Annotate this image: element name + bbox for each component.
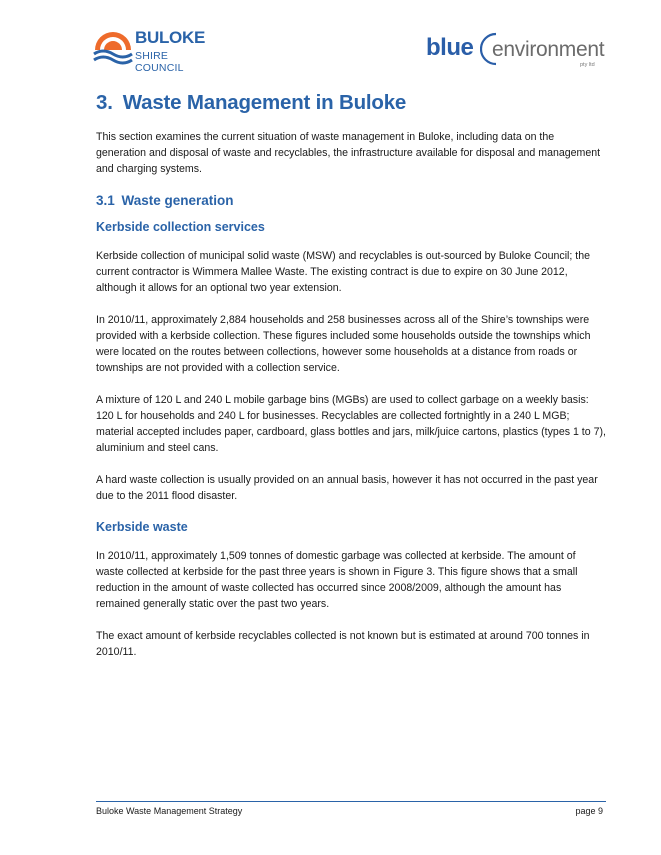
section-title: 3. Waste Management in Buloke — [96, 91, 407, 114]
paragraph: In 2010/11, approximately 2,884 households and 258 businesses across all of the Shire’s townships were provided with a kerbside collection. These figures included some households outside the townships which were located on the routes between collections, however some households at a distance from roads or townships are not provided with a collection service. — [96, 314, 591, 374]
section-intro: This section examines the current situation of waste management in Buloke, including data on the generation and disposal of waste and recyclables, the infrastructure available for disposal and management and charging systems. — [96, 131, 601, 175]
heading-kerbside-waste: Kerbside waste — [96, 520, 188, 534]
blue-environment-logo-blue: blue — [426, 34, 474, 61]
paragraph: Kerbside collection of municipal solid waste (MSW) and recyclables is out-sourced by Buloke Council; the current contractor is Wimmera Mallee Waste. The existing contract is due to expire on 30 June 2012, although it allows for an optional two year extension. — [96, 250, 591, 294]
paragraph: The exact amount of kerbside recyclables collected is not known but is estimated at around 700 tonnes in 2010/11. — [96, 630, 590, 658]
subsection-title: 3.1 Waste generation — [96, 193, 234, 208]
paragraph: In 2010/11, approximately 1,509 tonnes of domestic garbage was collected at kerbside. The amount of waste collected at kerbside for the past three years is shown in Figure 3. This figure shows that a small reduction in the amount of waste collected has occurred since 2008/2009, although the amount has remained generally static over the past two years. — [96, 550, 578, 610]
paragraph: A hard waste collection is usually provided on an annual basis, however it has not occurred in the past year due to the 2011 flood disaster. — [96, 474, 598, 502]
buloke-logo-subtitle: SHIRE COUNCIL — [135, 50, 184, 74]
buloke-shire-council-logo — [92, 24, 205, 74]
page-header — [0, 0, 661, 80]
blue-environment-logo-environment: environment — [492, 38, 605, 61]
sun-waves-logo-icon — [92, 24, 134, 66]
footer-page-number: page 9 — [575, 806, 603, 816]
buloke-logo-name: BULOKE — [135, 28, 205, 47]
paragraph: A mixture of 120 L and 240 L mobile garbage bins (MGBs) are used to collect garbage on a weekly basis: 120 L for households and 240 L for businesses. Recyclables are collected fortnightly in a 240 L MGB; material accepted includes paper, cardboard, glass bottles and jars, milk/juice cartons, plastics (types 1 to 7), aluminium and steel cans. — [96, 394, 606, 454]
footer-document-title: Buloke Waste Management Strategy — [96, 806, 243, 816]
footer-divider — [96, 801, 606, 802]
heading-kerbside-collection-services: Kerbside collection services — [96, 220, 265, 234]
blue-environment-logo-suffix: pty ltd — [580, 62, 595, 68]
blue-environment-logo — [426, 34, 610, 74]
page-content — [96, 86, 606, 676]
